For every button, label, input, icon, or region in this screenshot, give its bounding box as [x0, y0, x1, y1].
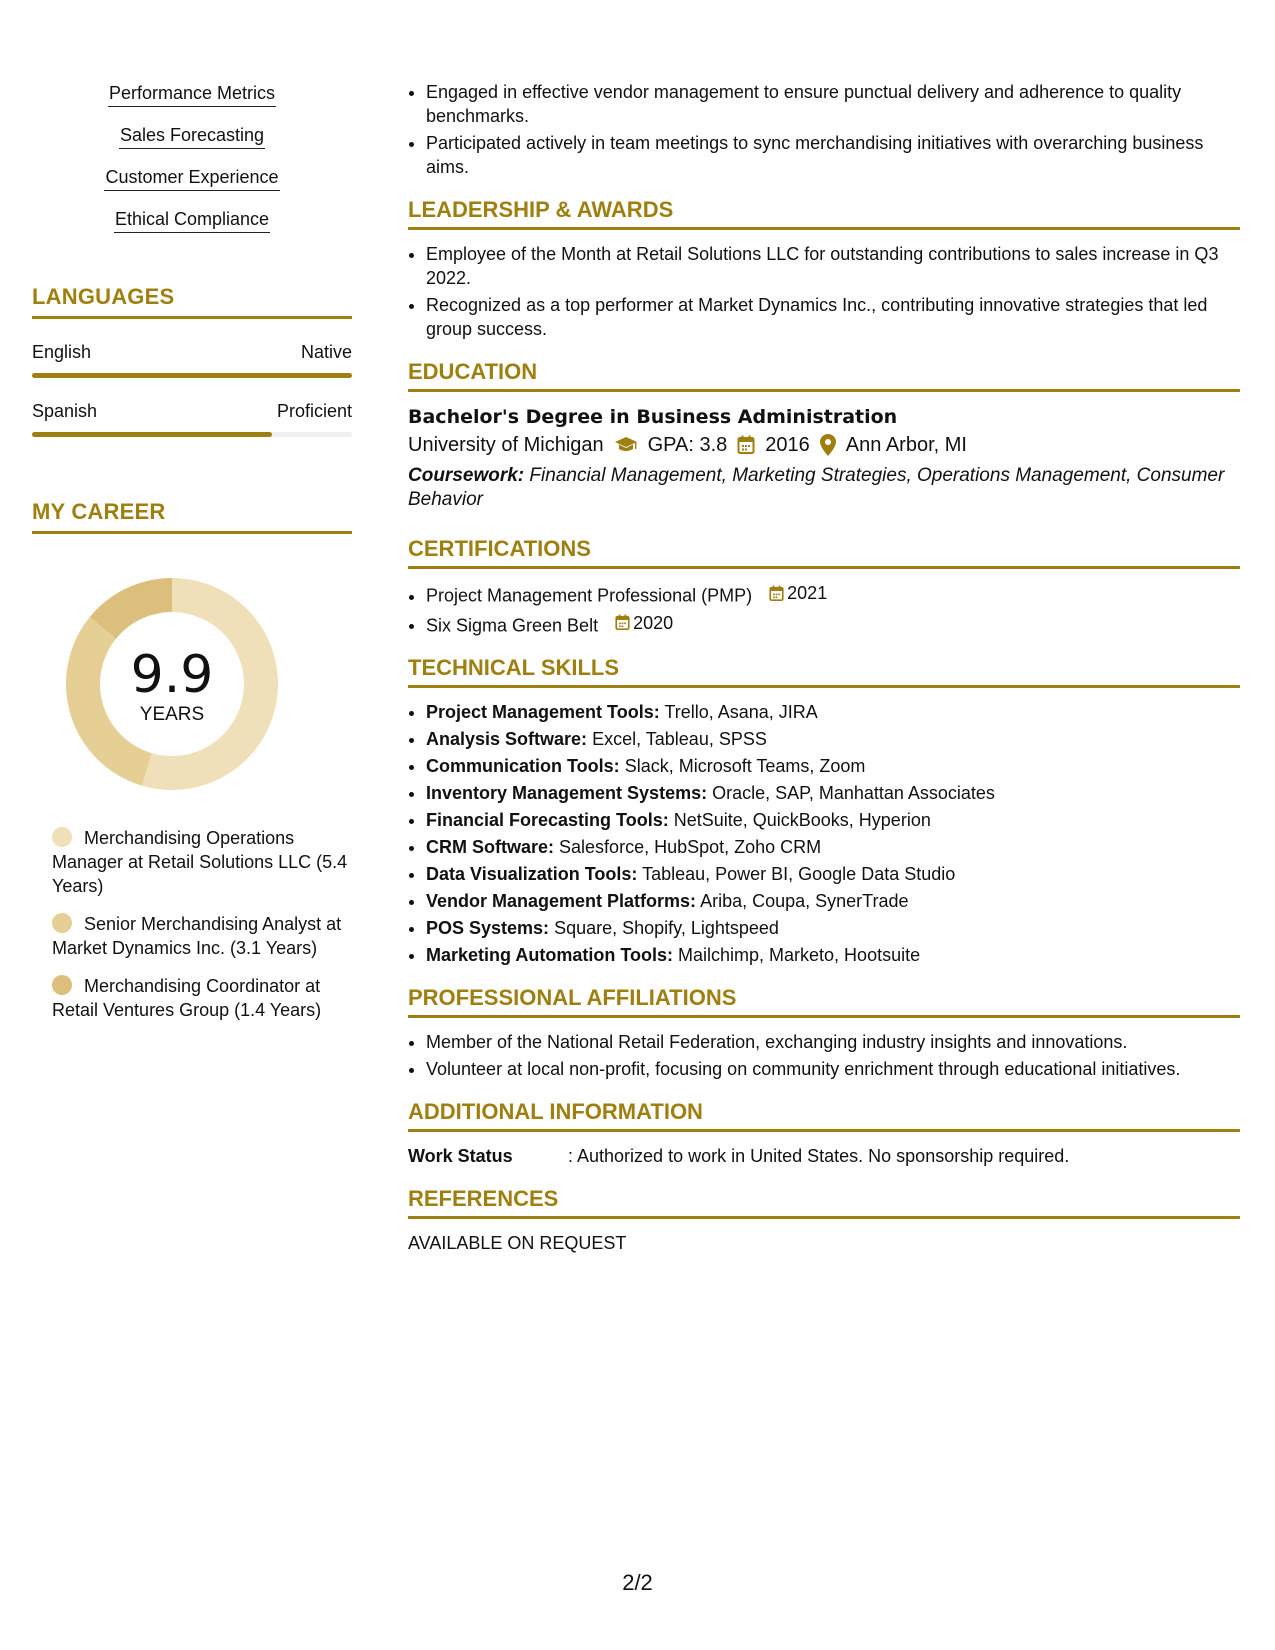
list-item	[426, 862, 1240, 886]
skill-label: Project Management Tools:	[426, 702, 660, 722]
language-bar-fill	[32, 432, 272, 437]
career-item-label: Merchandising Operations Manager at Retail Solutions LLC (5.4 Years)	[52, 828, 348, 896]
list-item	[426, 943, 1240, 967]
list-item	[426, 727, 1240, 751]
career-item	[32, 826, 352, 898]
skill-tags	[32, 82, 352, 250]
language-level: Proficient	[276, 401, 352, 421]
skill-value: Excel, Tableau, SPSS	[592, 729, 767, 749]
list-item	[426, 781, 1240, 805]
list-item	[426, 889, 1240, 913]
graduation-cap-icon	[614, 436, 638, 454]
career-item	[32, 974, 352, 1022]
additional-info-heading: ADDITIONAL INFORMATION	[408, 1099, 1240, 1132]
skill-value: Slack, Microsoft Teams, Zoom	[624, 756, 866, 776]
skill-label: Data Visualization Tools:	[426, 864, 638, 884]
education-meta	[408, 430, 1240, 460]
skill-label: Marketing Automation Tools:	[426, 945, 673, 965]
language-spanish	[32, 400, 352, 437]
career-heading: MY CAREER	[32, 499, 352, 534]
career-dot	[52, 975, 72, 995]
skill-label: POS Systems:	[426, 918, 550, 938]
work-status-row	[408, 1144, 1240, 1168]
skill-value: NetSuite, QuickBooks, Hyperion	[673, 810, 931, 830]
language-level: Native	[300, 342, 352, 362]
leadership-list	[408, 242, 1240, 341]
experience-bullets	[408, 80, 1240, 179]
skill-tag: Performance Metrics	[108, 82, 276, 107]
coursework	[408, 464, 1240, 512]
career-dot	[52, 827, 72, 847]
work-status-value: : Authorized to work in United States. No sponsorship required.	[568, 1146, 1070, 1166]
list-item: • Recognized as a top performer at Market Dynamics Inc., contributing innovative strategies that led group success.	[426, 293, 1240, 341]
career-legend	[32, 826, 352, 1022]
skill-label: Financial Forecasting Tools:	[426, 810, 669, 830]
degree-title: Bachelor's Degree in Business Administration	[408, 406, 898, 428]
language-bar	[32, 373, 352, 378]
career-unit: YEARS	[139, 704, 205, 725]
work-status-key: Work Status	[408, 1146, 513, 1166]
list-item	[426, 754, 1240, 778]
education-heading: EDUCATION	[408, 359, 1240, 392]
affiliations-list	[408, 1030, 1240, 1081]
certifications-list	[408, 581, 1240, 637]
list-item	[426, 916, 1240, 940]
language-bar-fill	[32, 373, 352, 378]
career-dot	[52, 913, 72, 933]
right-column	[408, 80, 1240, 1255]
skill-label: Vendor Management Platforms:	[426, 891, 697, 911]
leadership-heading: LEADERSHIP & AWARDS	[408, 197, 1240, 230]
skill-label: Analysis Software:	[426, 729, 588, 749]
skill-value: Tableau, Power BI, Google Data Studio	[642, 864, 956, 884]
page-number: 2/2	[622, 1570, 653, 1595]
language-name: English	[32, 342, 92, 362]
gpa: GPA: 3.8	[647, 434, 728, 456]
language-english	[32, 341, 352, 378]
list-item	[426, 611, 1240, 638]
cert-year: 2020	[633, 612, 674, 633]
list-item	[426, 808, 1240, 832]
skill-label: Inventory Management Systems:	[426, 783, 708, 803]
references-text: AVAILABLE ON REQUEST	[408, 1233, 627, 1253]
technical-skills-heading: TECHNICAL SKILLS	[408, 655, 1240, 688]
skill-value: Square, Shopify, Lightspeed	[554, 918, 779, 938]
list-item	[426, 581, 1240, 608]
graduation-year: 2016	[765, 434, 810, 456]
skill-value: Ariba, Coupa, SynerTrade	[700, 891, 909, 911]
location-pin-icon	[820, 434, 836, 456]
skill-label: Communication Tools:	[426, 756, 620, 776]
cert-name: Six Sigma Green Belt	[426, 615, 599, 635]
references-heading: REFERENCES	[408, 1186, 1240, 1219]
list-item: • Participated actively in team meetings to sync merchandising initiatives with overarching business aims.	[426, 131, 1240, 179]
calendar-icon	[769, 585, 784, 602]
list-item	[426, 700, 1240, 724]
career-item-label: Merchandising Coordinator at Retail Ventures Group (1.4 Years)	[52, 976, 322, 1020]
certifications-heading: CERTIFICATIONS	[408, 536, 1240, 569]
skill-tag: Sales Forecasting	[119, 124, 265, 149]
career-total: 9.9	[130, 645, 214, 705]
affiliations-heading: PROFESSIONAL AFFILIATIONS	[408, 985, 1240, 1018]
list-item: • Engaged in effective vendor management to ensure punctual delivery and adherence to quality benchmarks.	[426, 80, 1240, 128]
list-item: • Member of the National Retail Federation, exchanging industry insights and innovations.	[426, 1030, 1240, 1054]
left-column	[32, 82, 352, 1036]
skill-value: Oracle, SAP, Manhattan Associates	[712, 783, 995, 803]
career-donut-chart	[64, 576, 280, 792]
career-item-label: Senior Merchandising Analyst at Market Dynamics Inc. (3.1 Years)	[52, 914, 342, 958]
school-name: University of Michigan	[408, 434, 604, 456]
coursework-text: Financial Management, Marketing Strategies, Operations Management, Consumer Behavior	[408, 465, 1225, 510]
cert-year: 2021	[787, 583, 828, 603]
skill-value: Mailchimp, Marketo, Hootsuite	[678, 945, 921, 965]
coursework-label: Coursework:	[408, 465, 525, 486]
skill-label: CRM Software:	[426, 837, 555, 857]
skill-value: Salesforce, HubSpot, Zoho CRM	[559, 837, 822, 857]
list-item: • Employee of the Month at Retail Solutions LLC for outstanding contributions to sales increase in Q3 2022.	[426, 242, 1240, 290]
skill-tag: Ethical Compliance	[114, 208, 270, 233]
list-item: • Volunteer at local non-profit, focusing on community enrichment through educational initiatives.	[426, 1057, 1240, 1081]
technical-skills-list	[408, 700, 1240, 967]
languages-heading: LANGUAGES	[32, 284, 352, 319]
skill-value: Trello, Asana, JIRA	[664, 702, 818, 722]
language-bar	[32, 432, 352, 437]
calendar-icon	[615, 614, 630, 631]
language-name: Spanish	[32, 401, 98, 421]
cert-name: Project Management Professional (PMP)	[426, 585, 753, 606]
education-location: Ann Arbor, MI	[845, 434, 967, 456]
calendar-icon	[737, 435, 755, 455]
skill-tag: Customer Experience	[104, 166, 279, 191]
list-item	[426, 835, 1240, 859]
career-item	[32, 912, 352, 960]
